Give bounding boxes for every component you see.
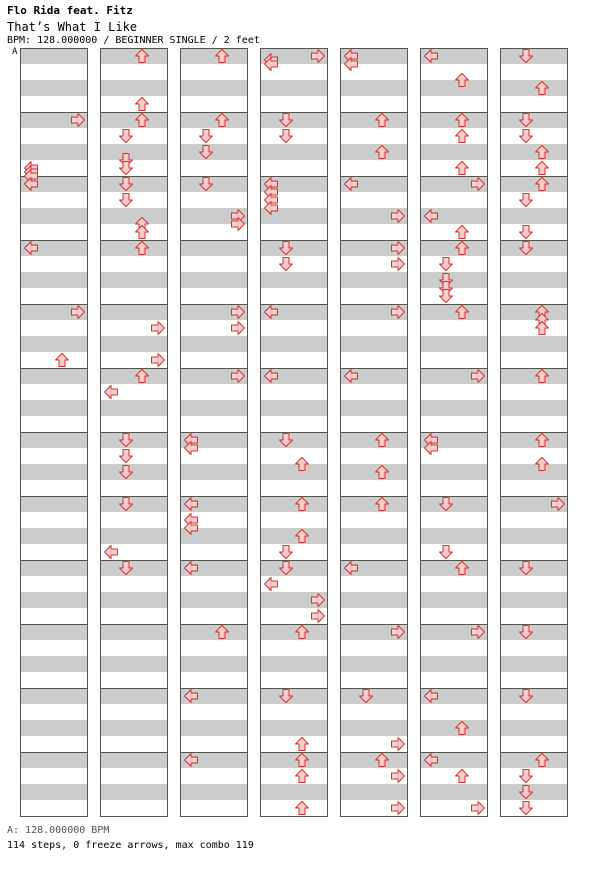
beat-stripe [100, 304, 168, 320]
bpm-marker-label: A [12, 47, 18, 57]
beat-stripe [100, 432, 168, 448]
arrow-left-icon [105, 386, 118, 399]
beat-stripe [180, 112, 248, 128]
beat-stripe [100, 560, 168, 576]
beat-stripe [500, 624, 568, 640]
arrow-down-icon [280, 130, 293, 143]
beat-stripe [100, 112, 168, 128]
beat-stripe [20, 368, 88, 384]
arrow-up-icon [136, 98, 149, 111]
arrow-down-icon [520, 802, 533, 815]
beat-stripe [420, 592, 488, 608]
beat-stripe [180, 784, 248, 800]
beat-stripe [260, 272, 328, 288]
arrow-up-icon [536, 322, 549, 335]
beat-stripe [420, 464, 488, 480]
beat-stripe [500, 784, 568, 800]
beat-stripe [100, 272, 168, 288]
beat-stripe [340, 656, 408, 672]
beat-stripe [260, 336, 328, 352]
beat-stripe [500, 656, 568, 672]
beat-stripe [260, 560, 328, 576]
beat-stripe [420, 240, 488, 256]
beat-stripe [420, 560, 488, 576]
beat-stripe [420, 720, 488, 736]
arrow-down-icon [280, 258, 293, 271]
beat-stripe [500, 592, 568, 608]
beat-stripe [500, 752, 568, 768]
beat-stripe [20, 464, 88, 480]
arrow-up-icon [456, 770, 469, 783]
beat-stripe [20, 272, 88, 288]
arrow-right-icon [232, 322, 245, 335]
arrow-right-icon [152, 354, 165, 367]
beat-stripe [500, 368, 568, 384]
beat-stripe [260, 464, 328, 480]
beat-stripe [340, 272, 408, 288]
arrow-down-icon [120, 450, 133, 463]
beat-stripe [180, 48, 248, 64]
beat-stripe [420, 272, 488, 288]
beat-stripe [20, 208, 88, 224]
beat-stripe [420, 336, 488, 352]
beat-stripe [340, 752, 408, 768]
arrow-down-icon [200, 130, 213, 143]
beat-stripe [260, 688, 328, 704]
beat-stripe [20, 784, 88, 800]
beat-stripe [420, 496, 488, 512]
arrow-down-icon [120, 194, 133, 207]
arrow-down-icon [440, 258, 453, 271]
chart-column [260, 48, 328, 817]
arrow-right-icon [152, 322, 165, 335]
beat-stripe [340, 496, 408, 512]
beat-stripe [100, 48, 168, 64]
beat-stripe [260, 80, 328, 96]
beat-stripe [20, 400, 88, 416]
arrow-down-icon [520, 194, 533, 207]
beat-stripe [100, 688, 168, 704]
beat-stripe [500, 400, 568, 416]
beat-stripe [180, 656, 248, 672]
beat-stripe [180, 624, 248, 640]
chart-column [500, 48, 568, 817]
beat-stripe [260, 720, 328, 736]
beat-stripe [340, 144, 408, 160]
arrow-up-icon [136, 226, 149, 239]
beat-stripe [100, 176, 168, 192]
beat-stripe [260, 656, 328, 672]
arrow-up-icon [296, 802, 309, 815]
arrow-up-icon [56, 354, 69, 367]
chart-column [340, 48, 408, 817]
song-title: That’s What I Like [7, 20, 138, 34]
beat-stripe [420, 528, 488, 544]
beat-stripe [180, 336, 248, 352]
beat-stripe [260, 112, 328, 128]
beat-stripe [500, 144, 568, 160]
arrow-right-icon [392, 802, 405, 815]
beat-stripe [180, 144, 248, 160]
beat-stripe [20, 752, 88, 768]
arrow-down-icon [440, 290, 453, 303]
beat-stripe [420, 112, 488, 128]
beat-stripe [100, 144, 168, 160]
beat-stripe [500, 336, 568, 352]
beat-stripe [340, 400, 408, 416]
beat-stripe [500, 720, 568, 736]
beat-stripe [420, 784, 488, 800]
beat-stripe [500, 560, 568, 576]
beat-stripe [340, 80, 408, 96]
beat-stripe [20, 592, 88, 608]
beat-stripe [500, 176, 568, 192]
beat-stripe [500, 208, 568, 224]
arrow-up-icon [456, 226, 469, 239]
beat-stripe [20, 80, 88, 96]
beat-stripe [500, 48, 568, 64]
beat-stripe [260, 528, 328, 544]
beat-stripe [180, 400, 248, 416]
chart-info: BPM: 128.000000 / BEGINNER SINGLE / 2 feet [7, 35, 260, 46]
beat-stripe [340, 592, 408, 608]
beat-stripe [420, 400, 488, 416]
beat-stripe [500, 80, 568, 96]
beat-stripe [100, 80, 168, 96]
beat-stripe [500, 272, 568, 288]
beat-stripe [180, 720, 248, 736]
beat-stripe [180, 80, 248, 96]
beat-stripe [100, 368, 168, 384]
beat-stripe [340, 720, 408, 736]
beat-stripe [20, 656, 88, 672]
arrow-right-icon [392, 258, 405, 271]
beat-stripe [340, 464, 408, 480]
arrow-down-icon [440, 546, 453, 559]
arrow-down-icon [520, 130, 533, 143]
beat-stripe [100, 752, 168, 768]
beat-stripe [20, 336, 88, 352]
arrow-right-icon [312, 610, 325, 623]
beat-stripe [100, 464, 168, 480]
arrow-left-icon [265, 578, 278, 591]
beat-stripe [20, 496, 88, 512]
beat-stripe [20, 624, 88, 640]
beat-stripe [100, 592, 168, 608]
beat-stripe [260, 784, 328, 800]
beat-stripe [180, 272, 248, 288]
beat-stripe [100, 400, 168, 416]
beat-stripe [180, 592, 248, 608]
chart-summary: 114 steps, 0 freeze arrows, max combo 119 [7, 840, 254, 851]
chart-column [100, 48, 168, 817]
beat-stripe [420, 144, 488, 160]
arrow-down-icon [120, 162, 133, 175]
arrow-left-icon [105, 546, 118, 559]
beat-stripe [260, 400, 328, 416]
beat-stripe [100, 656, 168, 672]
arrow-up-icon [536, 162, 549, 175]
arrow-right-icon [392, 738, 405, 751]
beat-stripe [20, 432, 88, 448]
beat-stripe [180, 464, 248, 480]
arrow-right-icon [472, 802, 485, 815]
arrow-down-icon [520, 226, 533, 239]
arrow-up-icon [456, 130, 469, 143]
beat-stripe [340, 336, 408, 352]
beat-stripe [500, 464, 568, 480]
song-artist: Flo Rida feat. Fitz [7, 4, 133, 17]
arrow-up-icon [296, 738, 309, 751]
arrow-up-icon [456, 162, 469, 175]
beat-stripe [100, 720, 168, 736]
beat-stripe [20, 48, 88, 64]
beat-stripe [100, 496, 168, 512]
beat-stripe [340, 112, 408, 128]
beat-stripe [100, 336, 168, 352]
beat-stripe [100, 208, 168, 224]
beat-stripe [260, 432, 328, 448]
beat-stripe [420, 656, 488, 672]
beat-stripe [180, 240, 248, 256]
beat-stripe [100, 240, 168, 256]
beat-stripe [340, 688, 408, 704]
beat-stripe [180, 176, 248, 192]
beat-stripe [260, 752, 328, 768]
beat-stripe [500, 688, 568, 704]
beat-stripe [20, 720, 88, 736]
arrow-down-icon [520, 770, 533, 783]
bpm-change-list: A: 128.000000 BPM [7, 825, 110, 836]
beat-stripe [260, 496, 328, 512]
arrow-up-icon [296, 770, 309, 783]
arrow-down-icon [120, 130, 133, 143]
beat-stripe [100, 784, 168, 800]
beat-stripe [500, 112, 568, 128]
beat-stripe [20, 528, 88, 544]
arrow-down-icon [280, 546, 293, 559]
beat-stripe [260, 144, 328, 160]
beat-stripe [340, 432, 408, 448]
beat-stripe [500, 304, 568, 320]
beat-stripe [500, 432, 568, 448]
beat-stripe [260, 624, 328, 640]
beat-stripe [100, 528, 168, 544]
beat-stripe [340, 784, 408, 800]
beat-stripe [500, 240, 568, 256]
beat-stripe [420, 80, 488, 96]
beat-stripe [260, 240, 328, 256]
beat-stripe [20, 560, 88, 576]
arrow-right-icon [392, 770, 405, 783]
beat-stripe [20, 688, 88, 704]
beat-stripe [100, 624, 168, 640]
beat-stripe [420, 304, 488, 320]
beat-stripe [500, 528, 568, 544]
beat-stripe [340, 528, 408, 544]
beat-stripe [20, 144, 88, 160]
